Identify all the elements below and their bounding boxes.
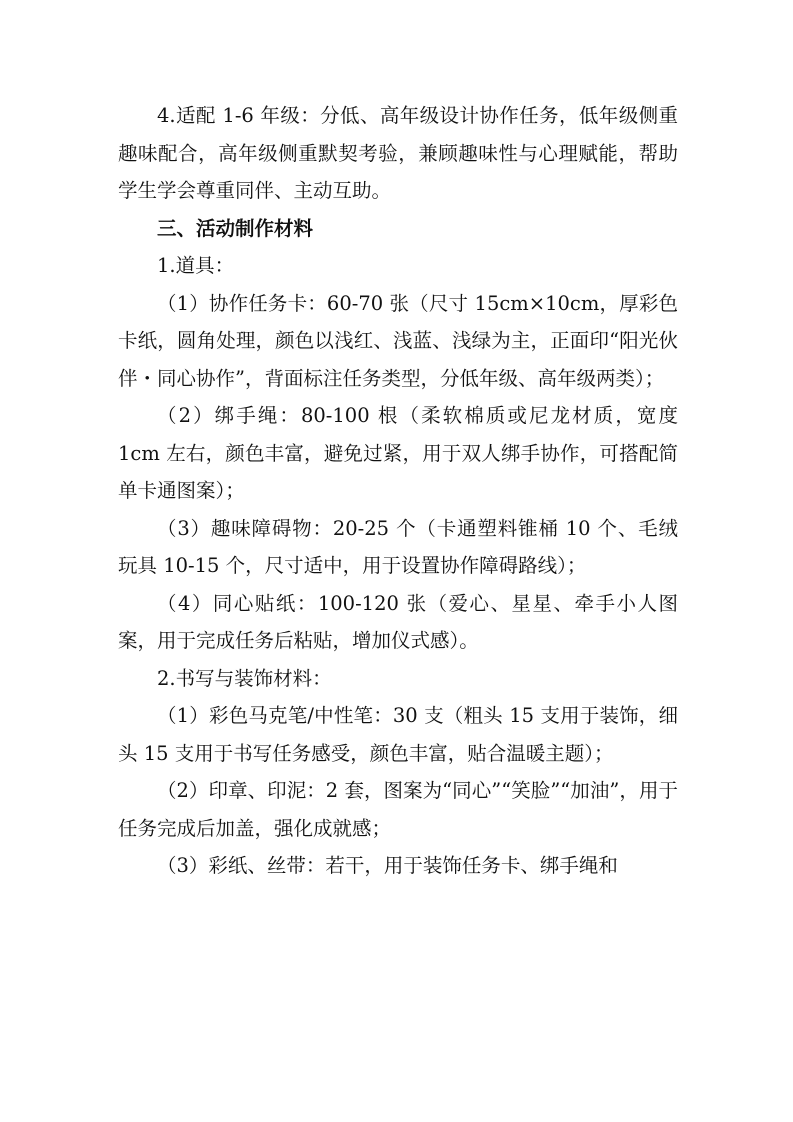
list-item-stickers: （4）同心贴纸：100-120 张（爱心、星星、牵手小人图案，用于完成任务后粘贴，增加仪式感）。 [118,591,678,652]
list-item-task-cards: （1）协作任务卡：60-70 张（尺寸 15cm×10cm，厚彩色卡纸，圆角处理，颜色以浅红、浅蓝、浅绿为主，正面印“阳光伙伴・同心协作”，背面标注任务类型，分低年级、高年级两类）； [118,291,678,390]
list-item-obstacles: （3）趣味障碍物：20-25 个（卡通塑料锥桶 10 个、毛绒玩具 10-15 个，尺寸适中，用于设置协作障碍路线）； [118,516,678,577]
paragraph-grade-adaptation: 4.适配 1-6 年级：分低、高年级设计协作任务，低年级侧重趣味配合，高年级侧重默契考验，兼顾趣味性与心理赋能，帮助学生学会尊重同伴、主动互助。 [118,104,678,202]
list-item-hand-ropes: （2）绑手绳：80-100 根（柔软棉质或尼龙材质，宽度 1cm 左右，颜色丰富，避免过紧，用于双人绑手协作，可搭配简单卡通图案）； [118,404,678,502]
subheading-props: 1.道具： [157,254,235,277]
document-body [118,97,678,885]
list-item-markers: （1）彩色马克笔/中性笔：30 支（粗头 15 支用于装饰，细头 15 支用于书写任务感受，颜色丰富，贴合温暖主题）； [118,704,678,765]
subheading-writing-materials: 2.书写与装饰材料： [157,666,332,690]
list-item-paper-ribbons: （3）彩纸、丝带：若干，用于装饰任务卡、绑手绳和 [157,854,618,877]
list-item-stamps: （2）印章、印泥：2 套，图案为“同心”“笑脸”“加油”，用于任务完成后加盖，强化成就感； [118,779,678,840]
section-heading-materials: 三、活动制作材料 [157,216,314,240]
